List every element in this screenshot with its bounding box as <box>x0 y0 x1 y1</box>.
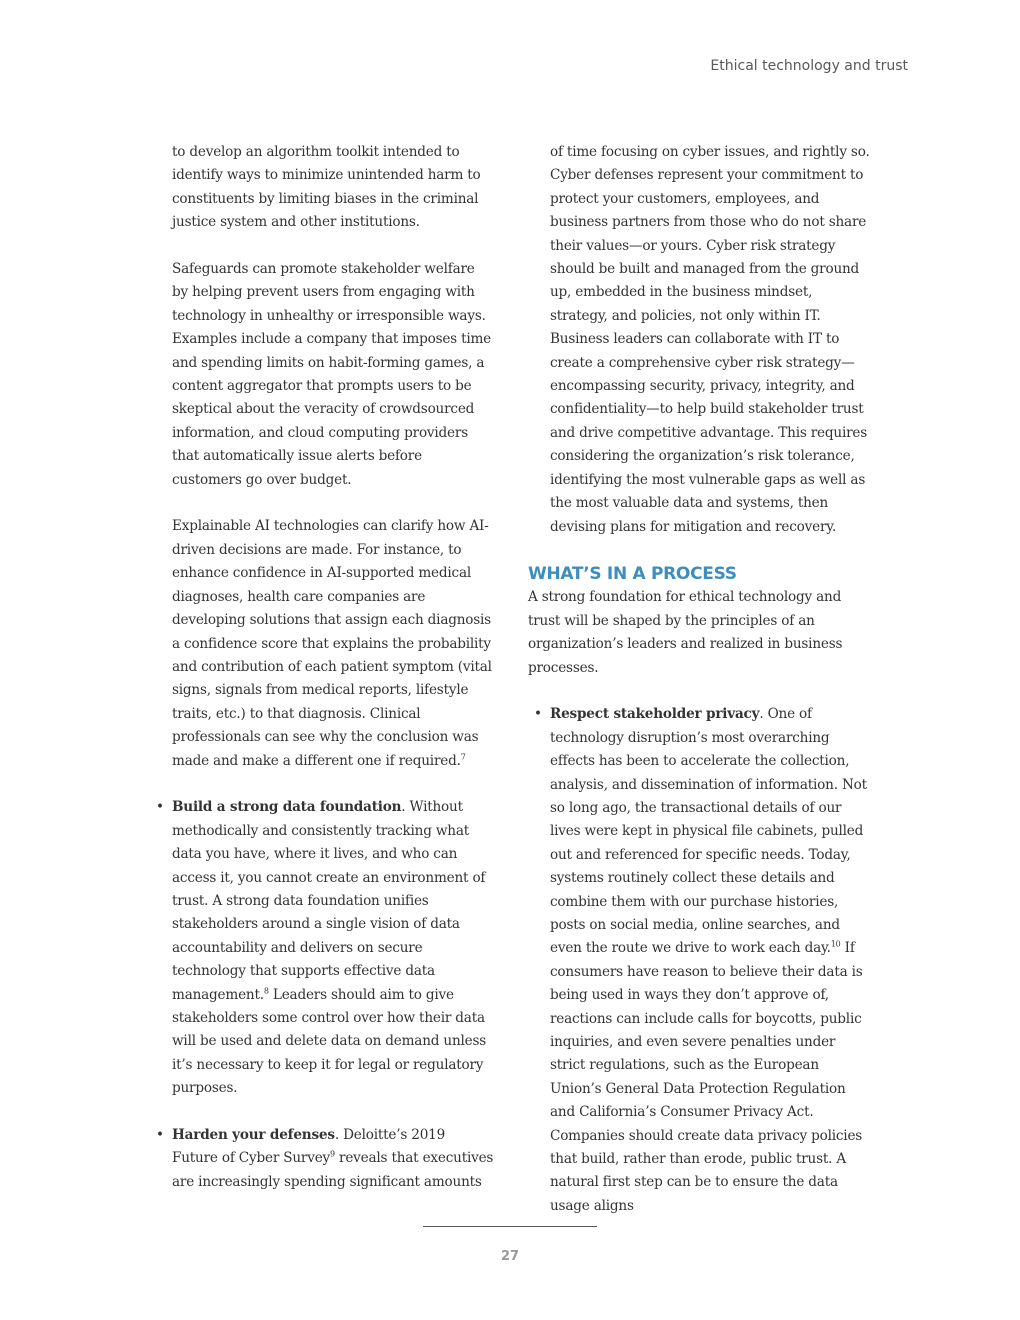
bullet-item <box>156 1124 494 1194</box>
right-column <box>528 141 873 1242</box>
page-number: 27 <box>500 1249 520 1264</box>
bullet-text: If consumers have reason to believe their data is being used in ways they don’t approve of, reactions can include calls for boycotts, public inquiries, and even severe penalties under strict regulations, such as the European Union’s General Data Protection Regulation and California’s Consumer Privacy Act. Companies should create data privacy policies that build, rather than erode, public trust. A natural first step can be to ensure the data usage aligns <box>550 940 863 1214</box>
bullet-title: Harden your defenses <box>172 1127 335 1143</box>
paragraph: to develop an algorithm toolkit intended to identify ways to minimize unintended harm to constituents by limiting biases in the criminal justice system and other institutions. <box>172 144 481 231</box>
paragraph <box>172 515 494 772</box>
bullet-marker: • <box>534 706 542 723</box>
bullet-title: Build a strong data foundation <box>172 799 402 816</box>
paragraph-text: Explainable AI technologies can clarify how AI-driven decisions are made. For instance, to enhance confidence in AI-supported medical diagnoses, health care companies are developing solutions that assign each diagnosis a confidence score that explains the probability and contribution of each patient symptom (vital signs, signals from medical reports, lifestyle traits, etc.) to that diagnosis. Clinical professionals can see why the conclusion was made and make a different one if required. <box>172 518 492 769</box>
bullet-item <box>528 703 873 1218</box>
left-column <box>156 141 494 1218</box>
bullet-text: . One of technology disruption’s most overarching effects has been to accelerate the collection, analysis, and dissemination of information. Not so long ago, the transactional details of our lives were kept in physical file cabinets, pulled out and referenced for specific needs. Today, systems routinely collect these details and combine them with our purchase histories, posts on social media, online searches, and even the route we drive to work each day. <box>550 706 867 957</box>
bullet-marker: • <box>156 799 164 816</box>
bullet-item <box>156 796 494 1100</box>
footnote-ref: 7 <box>460 752 466 761</box>
bullet-title: Respect stakeholder privacy <box>550 706 760 723</box>
paragraph: of time focusing on cyber issues, and rightly so. Cyber defenses represent your commitment to protect your customers, employees, and business partners from those who do not share their values—or yours. Cyber risk strategy should be built and managed from the ground up, embedded in the business mindset, strategy, and policies, not only within IT. Business leaders can collaborate with IT to create a comprehensive cyber risk strategy—encompassing security, privacy, integrity, and confidentiality—to help build stakeholder trust and drive competitive advantage. This requires considering the organization’s risk tolerance, identifying the most vulnerable gaps as well as the most valuable data and systems, then devising plans for mitigation and recovery. <box>550 144 870 535</box>
footnote-ref: 9 <box>330 1149 335 1159</box>
bullet-marker: • <box>156 1127 164 1143</box>
bullet-text: . Deloitte’s 2019 Future of Cyber Survey <box>172 1127 446 1167</box>
section-heading: WHAT’S IN A PROCESS <box>528 564 737 585</box>
footnote-ref: 8 <box>263 986 269 996</box>
bullet-text: Leaders should aim to give stakeholders some control over how their data will be used and delete data on demand unless it’s necessary to keep it for legal or regulatory purposes. <box>172 986 487 1097</box>
footnote-ref: 10 <box>830 939 841 949</box>
paragraph: Safeguards can promote stakeholder welfare by helping prevent users from engaging with technology in unhealthy or irresponsible ways. Examples include a company that imposes time and spending limits on habit-forming games, a content aggregator that prompts users to be skeptical about the veracity of crowdsourced information, and cloud computing providers that automatically issue alerts before customers go over budget. <box>172 261 492 488</box>
bullet-text: . Without methodically and consistently tracking what data you have, where it lives, and who can access it, you cannot create an environment of trust. A strong data foundation unifies stakeholders around a single vision of data accountability and delivers on secure technology that supports effective data management. <box>172 799 486 1003</box>
section-intro: A strong foundation for ethical technology and trust will be shaped by the principles of an organization’s leaders and realized in business processes. <box>528 589 843 676</box>
running-header: Ethical technology and trust <box>710 58 908 74</box>
bullet-text: reveals that executives are increasingly spending significant amounts <box>172 1150 494 1190</box>
footer-divider <box>423 1226 597 1227</box>
